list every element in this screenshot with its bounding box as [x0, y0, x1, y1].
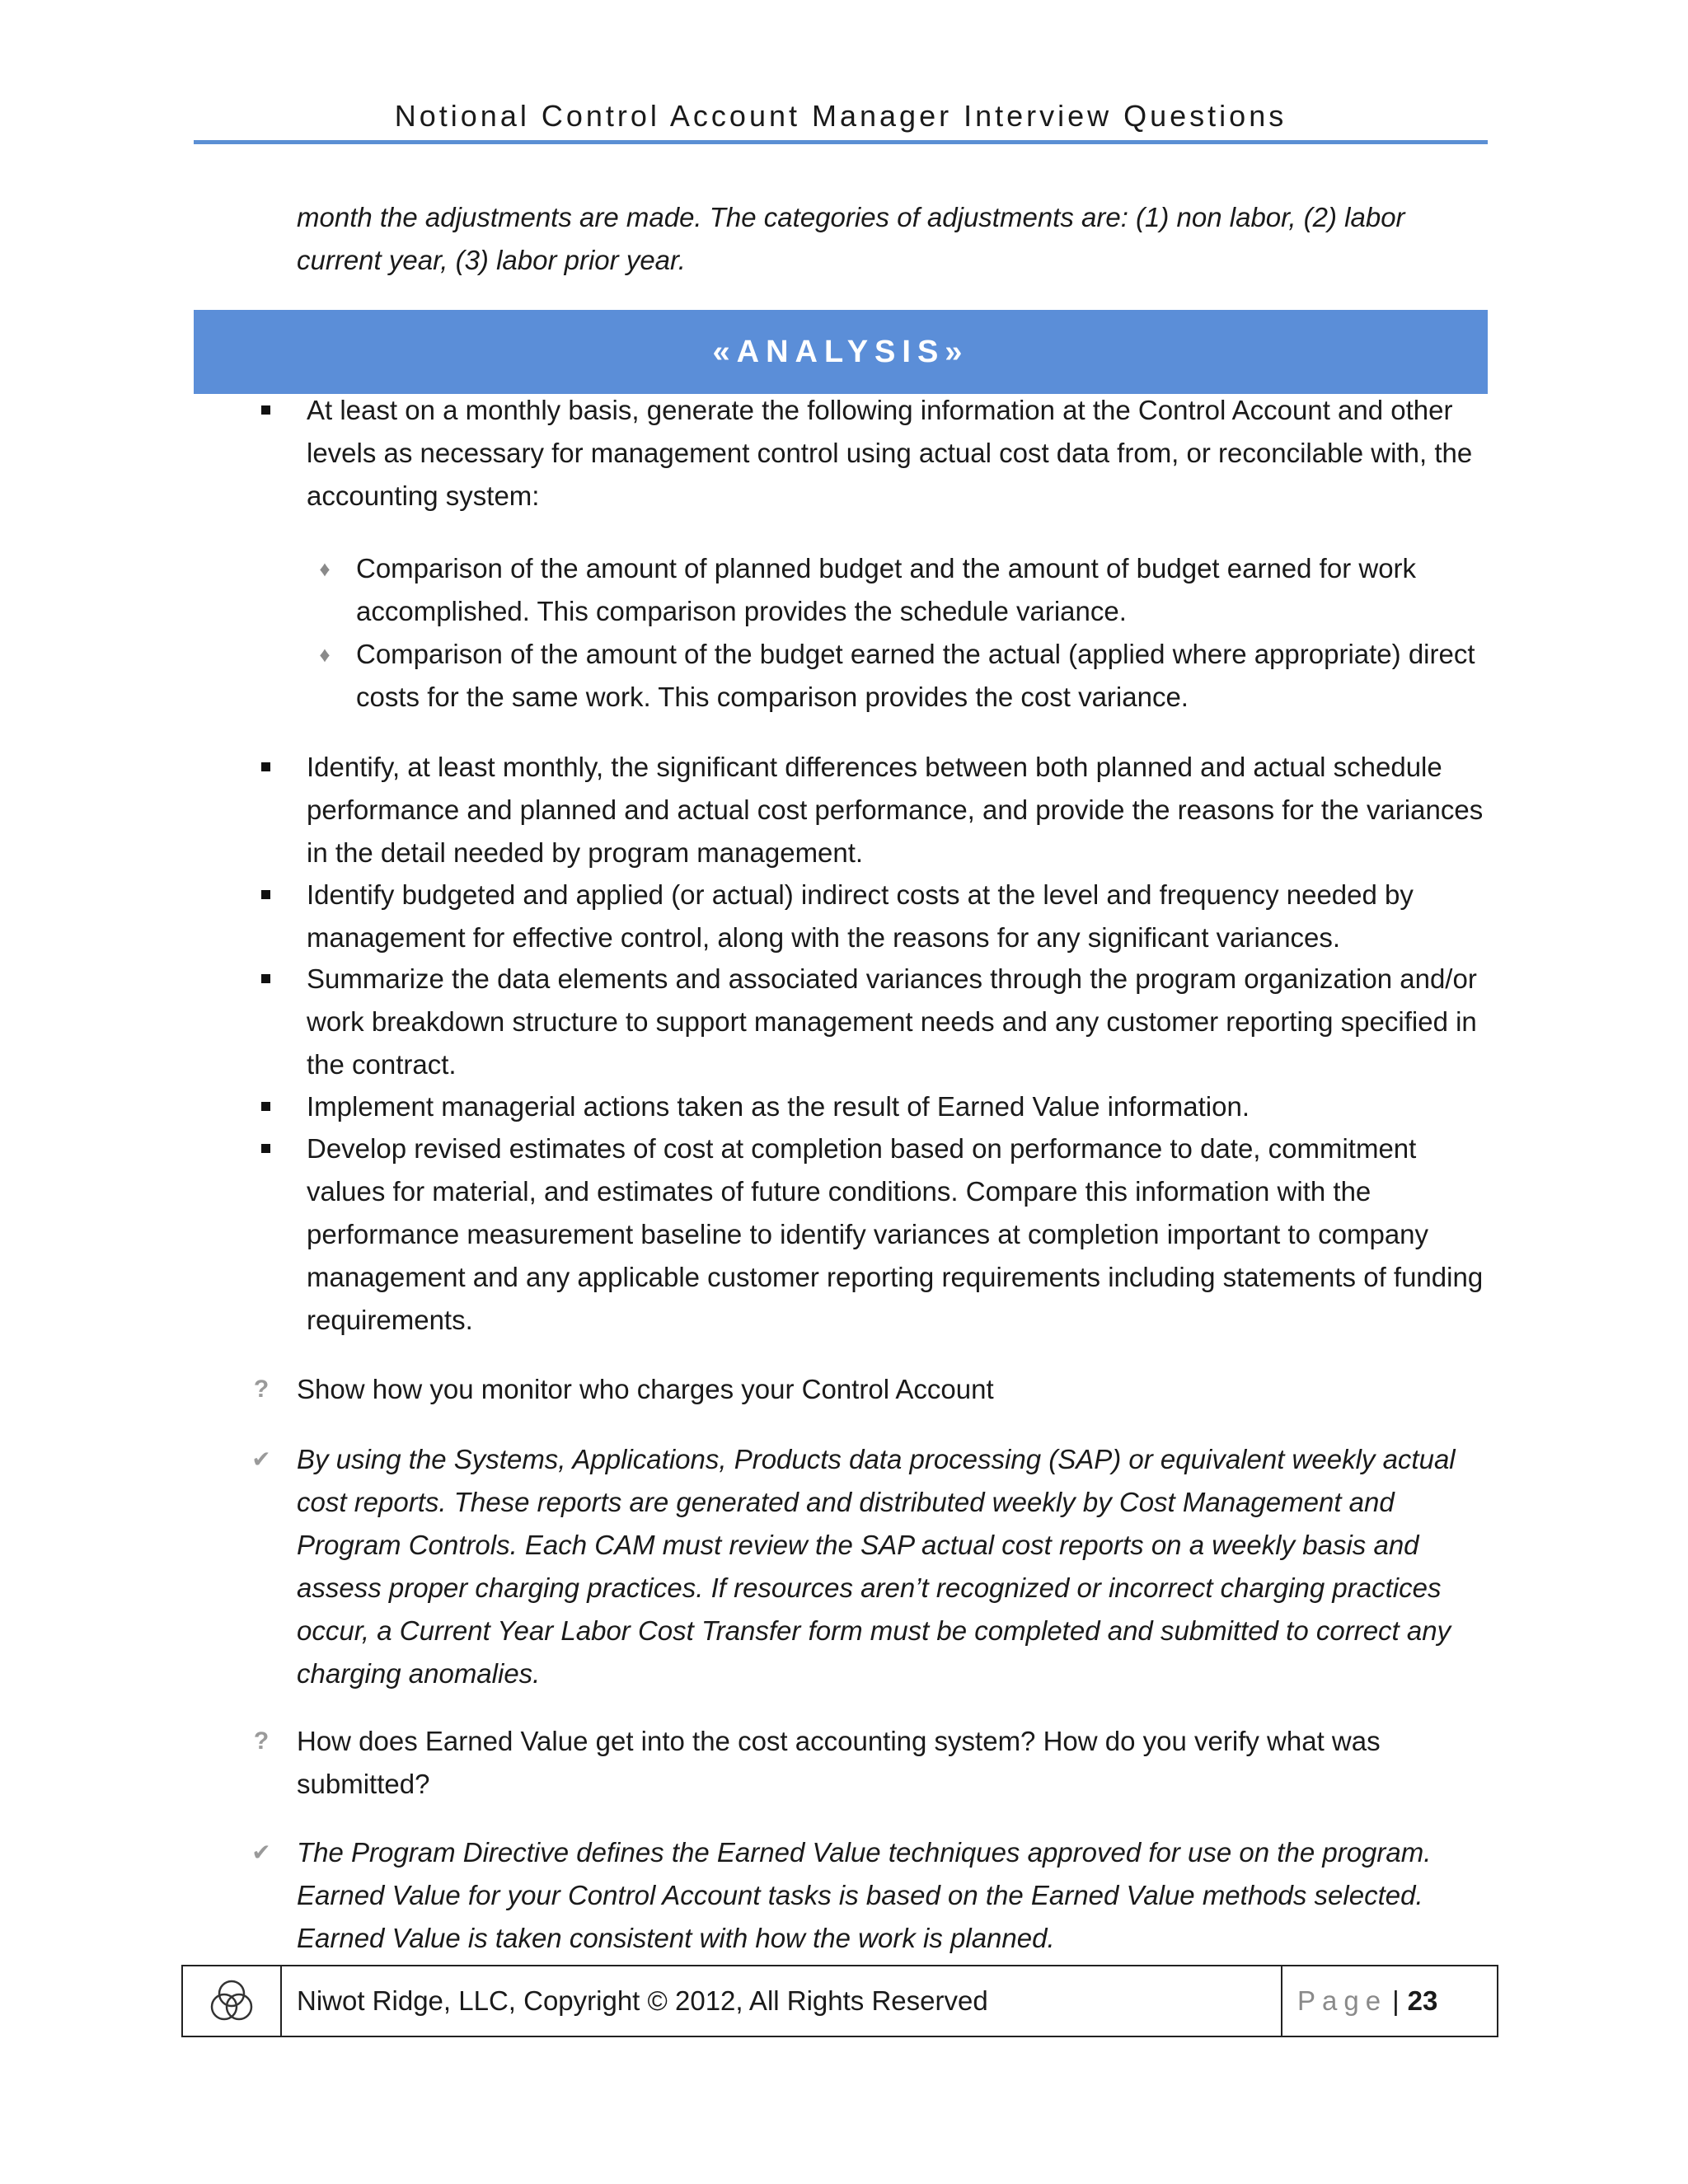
bullet-text: Implement managerial actions taken as the result of Earned Value information.	[307, 1091, 1250, 1122]
page-number: 23	[1407, 1985, 1438, 2016]
diamond-bullet-icon: ♦	[319, 556, 331, 581]
page-label: Page	[1297, 1985, 1388, 2016]
sub-bullet-item	[319, 633, 1485, 719]
answer-item	[251, 1438, 1484, 1695]
section-banner: «ANALYSIS»	[194, 310, 1488, 394]
bullet-text: Summarize the data elements and associated variances through the program organization and/or work breakdown structure to support management needs and any customer reporting specified in the contract.	[307, 963, 1477, 1080]
square-bullet-icon	[261, 1144, 270, 1153]
interlocking-rings-icon	[204, 1974, 259, 2028]
question-mark-icon: ?	[253, 1727, 270, 1755]
square-bullet-icon	[261, 1102, 270, 1111]
bullet-text: Develop revised estimates of cost at completion based on performance to date, commitment values for material, and estimates of future conditions. Compare this information with the performance measurement baseline to identify variances at completion important to company management and any applicable customer reporting requirements including statements of funding requirements.	[307, 1133, 1484, 1335]
page-footer	[181, 1965, 1498, 2037]
bullet-item	[307, 958, 1485, 1086]
diamond-bullet-icon: ♦	[319, 642, 331, 667]
square-bullet-icon	[261, 405, 270, 415]
page-header-title: Notional Control Account Manager Interview Questions	[394, 99, 1287, 133]
square-bullet-icon	[261, 974, 270, 983]
bullet-item	[307, 1085, 1485, 1128]
footer-logo-cell	[183, 1966, 282, 2036]
square-bullet-icon	[261, 890, 270, 899]
square-bullet-icon	[261, 762, 270, 771]
question-text: Show how you monitor who charges your Control Account	[297, 1374, 994, 1404]
sub-bullet-text: Comparison of the amount of planned budget and the amount of budget earned for work accomplished. This comparison provides the schedule variance.	[356, 553, 1417, 626]
question-mark-icon: ?	[253, 1376, 270, 1403]
bullet-text: Identify budgeted and applied (or actual) indirect costs at the level and frequency needed by management for effective control, along with the reasons for any significant variances.	[307, 879, 1414, 953]
answer-item	[251, 1831, 1484, 1960]
bullet-item	[307, 389, 1485, 518]
checkmark-icon: ✔	[251, 1446, 271, 1472]
bullet-item	[307, 746, 1485, 874]
page-separator: |	[1392, 1985, 1400, 2016]
footer-copyright: Niwot Ridge, LLC, Copyright © 2012, All Rights Reserved	[282, 1966, 1282, 2036]
answer-text: The Program Directive defines the Earned Value techniques approved for use on the program. Earned Value for your Control Account tasks is based on the Earned Value methods selected. Earned Value is taken consistent with how the work is planned.	[297, 1837, 1432, 1953]
answer-text: By using the Systems, Applications, Products data processing (SAP) or equivalent weekly actual cost reports. These reports are generated and distributed weekly by Cost Management and Program Controls. Each CAM must review the SAP actual cost reports on a weekly basis and assess proper charging practices. If resources aren’t recognized or incorrect charging practices occur, a Current Year Labor Cost Transfer form must be completed and submitted to correct any charging anomalies.	[297, 1444, 1456, 1689]
sub-bullet-text: Comparison of the amount of the budget earned the actual (applied where appropriate) direct costs for the same work. This comparison provides the cost variance.	[356, 639, 1475, 712]
question-item	[253, 1720, 1484, 1806]
footer-page-number	[1282, 1966, 1497, 2036]
header-rule	[194, 140, 1488, 144]
bullet-item	[307, 874, 1485, 959]
checkmark-icon: ✔	[251, 1840, 271, 1865]
bullet-text: Identify, at least monthly, the significant differences between both planned and actual schedule performance and planned and actual cost performance, and provide the reasons for the variances in the detail needed by program management.	[307, 752, 1484, 868]
bullet-text: At least on a monthly basis, generate the following information at the Control Account and other levels as necessary for management control using actual cost data from, or reconcilable with, the accounting system:	[307, 395, 1473, 511]
bullet-item	[307, 1127, 1485, 1342]
intro-paragraph: month the adjustments are made. The categories of adjustments are: (1) non labor, (2) labor current year, (3) labor prior year.	[297, 202, 1405, 275]
sub-bullet-item	[319, 547, 1485, 633]
question-text: How does Earned Value get into the cost accounting system? How do you verify what was submitted?	[297, 1726, 1381, 1799]
question-item	[253, 1368, 1484, 1411]
